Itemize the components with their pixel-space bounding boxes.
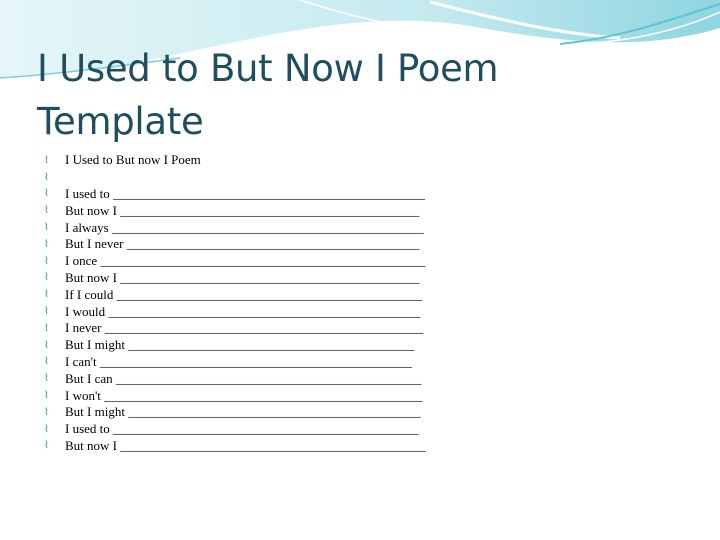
list-item [44,354,426,371]
list-item [44,303,426,320]
wave-bullet-icon: ⌇ [44,272,49,284]
list-item-text: But now I _______________________________________________ [65,437,426,453]
list-item-text: If I could _______________________________________________ [65,286,423,302]
list-item-text: I used to _______________________________________________ [65,421,419,437]
wave-bullet-icon: ⌇ [44,322,49,334]
list-item [44,152,426,169]
wave-bullet-icon: ⌇ [44,390,49,402]
wave-bullet-icon: ⌇ [44,339,49,351]
wave-bullet-icon: ⌇ [44,356,49,368]
list-item-text: I won't _________________________________________________ [65,387,423,403]
list-item [44,337,426,354]
list-item-text: I once __________________________________________________ [65,253,426,269]
wave-bullet-icon: ⌇ [44,238,49,250]
list-item-text: But now I ______________________________________________ [65,202,420,218]
list-item-text: But I can _______________________________________________ [65,370,422,386]
list-item-text: I never _________________________________________________ [65,320,424,336]
list-item [44,421,426,438]
wave-bullet-icon: ⌇ [44,406,49,418]
wave-bullet-icon: ⌇ [44,440,49,452]
wave-bullet-icon: ⌇ [44,188,49,200]
list-item [44,387,426,404]
list-item [44,320,426,337]
wave-bullet-icon: ⌇ [44,222,49,234]
list-item [44,202,426,219]
list-item [44,186,426,203]
list-item-text: But I might _____________________________________________ [65,404,421,420]
bullet-list [44,152,426,454]
list-item [44,169,426,186]
list-item-text: I used to ________________________________________________ [65,185,426,201]
list-item [44,236,426,253]
list-item [44,370,426,387]
list-item-text: I would ________________________________________________ [65,303,421,319]
wave-bullet-icon: ⌇ [44,306,49,318]
list-item [44,404,426,421]
list-item [44,438,426,455]
list-item [44,253,426,270]
wave-bullet-icon: ⌇ [44,154,49,166]
list-item [44,286,426,303]
list-item-text: I can't ________________________________________________ [65,353,412,369]
list-item-text: But I never _____________________________________________ [65,236,420,252]
list-item-text: I Used to But now I Poem [65,152,201,168]
wave-bullet-icon: ⌇ [44,423,49,435]
wave-bullet-icon: ⌇ [44,373,49,385]
wave-bullet-icon: ⌇ [44,289,49,301]
list-item [44,219,426,236]
slide-title: I Used to But Now I Poem Template [37,47,499,143]
wave-bullet-icon: ⌇ [44,205,49,217]
list-item-text: But now I ______________________________________________ [65,269,420,285]
list-item [44,270,426,287]
wave-bullet-icon: ⌇ [44,171,49,183]
wave-bullet-icon: ⌇ [44,255,49,267]
list-item-text: But I might ____________________________________________ [65,337,415,353]
list-item-text: I always ________________________________________________ [65,219,424,235]
